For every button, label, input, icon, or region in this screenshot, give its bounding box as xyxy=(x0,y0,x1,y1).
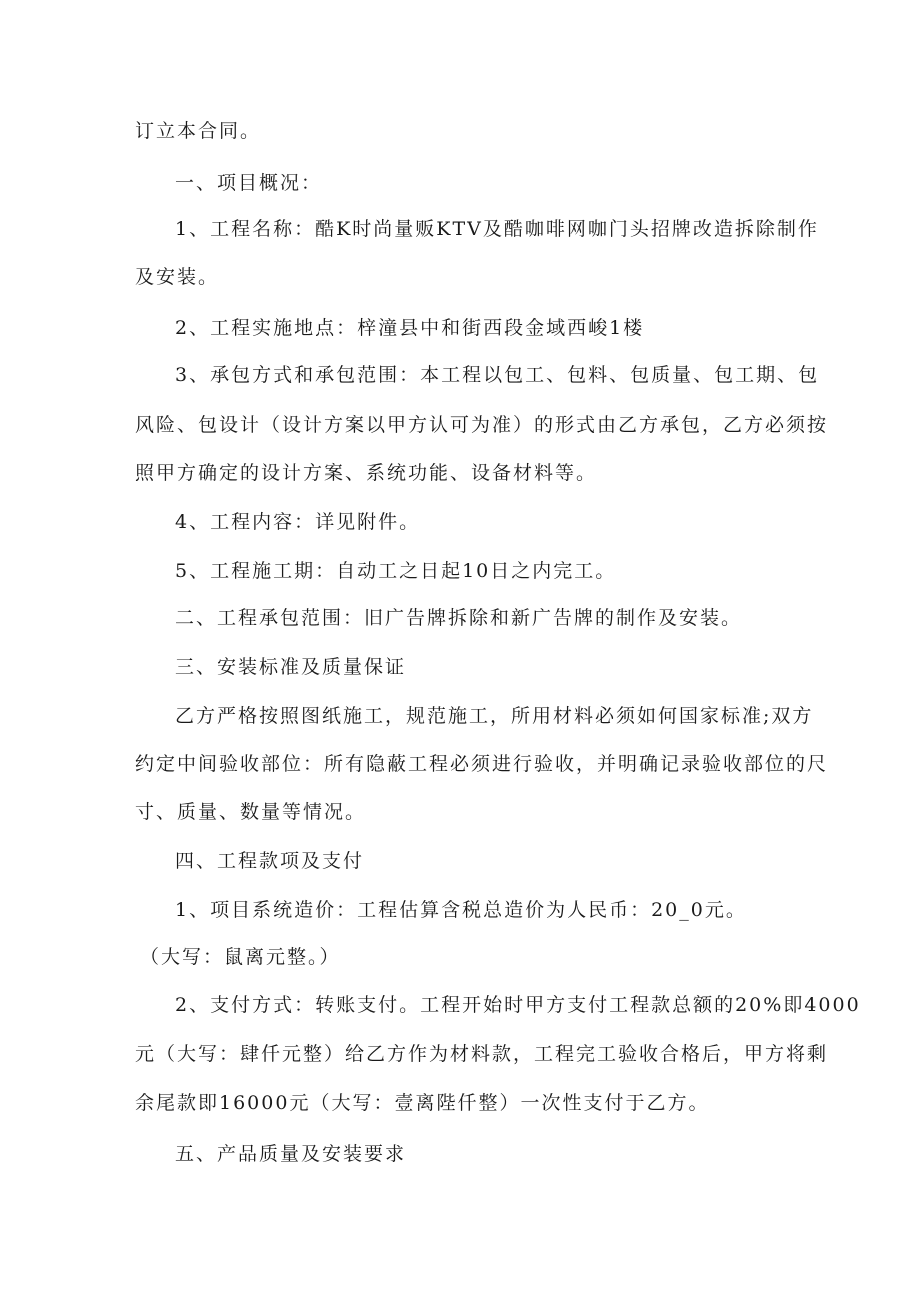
section-heading-payment: 四、工程款项及支付 xyxy=(175,850,365,872)
text-line: 照甲方确定的设计方案、系统功能、设备材料等。 xyxy=(135,462,598,484)
text-line: 4、工程内容：详见附件。 xyxy=(175,511,421,533)
section-heading-overview: 一、项目概况： xyxy=(175,172,323,194)
text-line: （大写：鼠离元整。） xyxy=(140,946,341,968)
text-line: 1、项目系统造价：工程估算含税总造价为人民币：20_0元。 xyxy=(175,899,747,921)
text-line: 3、承包方式和承包范围：本工程以包工、包料、包质量、包工期、包 xyxy=(175,364,820,386)
text-line: 1、工程名称：酷K时尚量贩KTV及酷咖啡网咖门头招牌改造拆除制作 xyxy=(175,218,819,240)
section-heading-quality: 五、产品质量及安装要求 xyxy=(175,1143,407,1165)
section-heading-standards: 三、安装标准及质量保证 xyxy=(175,656,407,678)
text-line: 5、工程施工期：自动工之日起10日之内完工。 xyxy=(175,560,617,582)
text-line: 2、工程实施地点：梓潼县中和街西段金域西峻1楼 xyxy=(175,317,645,339)
text-line: 及安装。 xyxy=(135,266,220,288)
text-line: 约定中间验收部位：所有隐蔽工程必须进行验收，并明确记录验收部位的尺 xyxy=(135,753,829,775)
text-line: 订立本合同。 xyxy=(135,120,262,142)
text-line: 乙方严格按照图纸施工，规范施工，所用材料必须如何国家标准;双方 xyxy=(175,705,814,727)
text-line: 风险、包设计（设计方案以甲方认可为准）的形式由乙方承包，乙方必须按 xyxy=(135,414,829,436)
section-heading-scope: 二、工程承包范围：旧广告牌拆除和新广告牌的制作及安装。 xyxy=(175,607,743,629)
text-line: 余尾款即16000元（大写：壹离陛仟整）一次性支付于乙方。 xyxy=(135,1092,710,1114)
text-line: 寸、质量、数量等情况。 xyxy=(135,801,367,823)
text-line: 2、支付方式：转账支付。工程开始时甲方支付工程款总额的20%即4000 xyxy=(175,994,861,1016)
text-line: 元（大写：肆仟元整）给乙方作为材料款，工程完工验收合格后，甲方将剩 xyxy=(135,1043,829,1065)
